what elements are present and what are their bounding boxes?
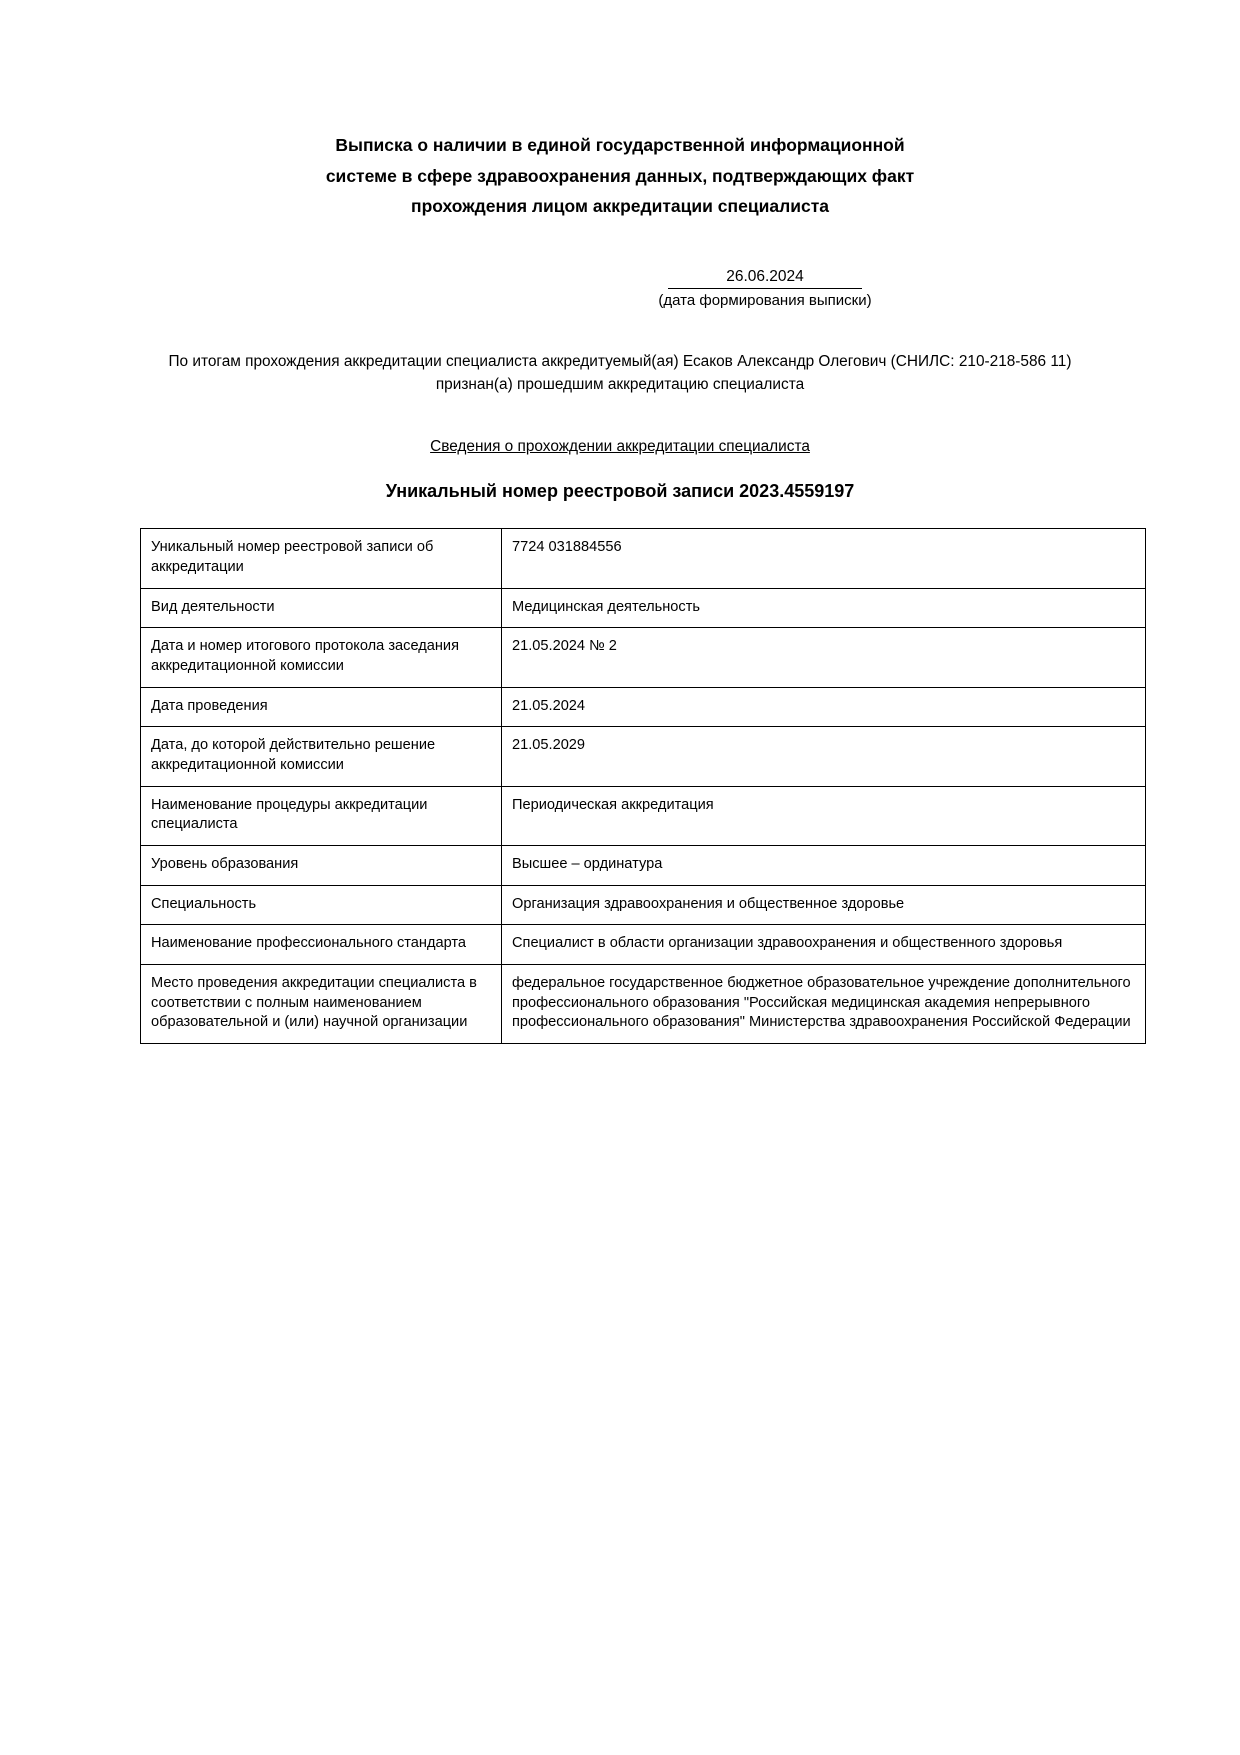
- table-row: [141, 965, 1146, 1044]
- row-label: Место проведения аккредитации специалиста в соответствии с полным наименованием образовательной и (или) научной организации: [141, 965, 502, 1044]
- table-row: [141, 687, 1146, 727]
- row-value: Специалист в области организации здравоохранения и общественного здоровья: [502, 925, 1146, 965]
- row-value: Периодическая аккредитация: [502, 786, 1146, 845]
- table-row: [141, 925, 1146, 965]
- formation-date-caption: (дата формирования выписки): [658, 292, 872, 310]
- intro-paragraph: [140, 351, 1100, 396]
- row-value: 7724 031884556: [502, 529, 1146, 588]
- row-label: Дата проведения: [141, 687, 502, 727]
- section-heading-text: Сведения о прохождении аккредитации специалиста: [430, 438, 810, 456]
- row-value: Высшее – ординатура: [502, 846, 1146, 886]
- section-heading: [140, 438, 1100, 456]
- table-row: [141, 529, 1146, 588]
- date-block: [140, 268, 1100, 310]
- table-row: [141, 786, 1146, 845]
- row-label: Наименование профессионального стандарта: [141, 925, 502, 965]
- row-label: Специальность: [141, 885, 502, 925]
- page-title-line-2: системе в сфере здравоохранения данных, подтверждающих факт: [325, 165, 915, 186]
- row-value: Организация здравоохранения и общественное здоровье: [502, 885, 1146, 925]
- table-row: [141, 885, 1146, 925]
- row-value: 21.05.2029: [502, 727, 1146, 786]
- row-value: 21.05.2024 № 2: [502, 628, 1146, 687]
- table-row: [141, 846, 1146, 886]
- table-row: [141, 588, 1146, 628]
- page-title: [300, 130, 940, 222]
- accreditation-details-table: [140, 528, 1146, 1044]
- row-value: 21.05.2024: [502, 687, 1146, 727]
- table-row: [141, 628, 1146, 687]
- row-value: Медицинская деятельность: [502, 588, 1146, 628]
- intro-line-1: По итогам прохождения аккредитации специалиста аккредитуемый(ая) Есаков Александр Олегович (СНИЛС: 210-218-586 11): [168, 353, 1072, 371]
- table-row: [141, 727, 1146, 786]
- page-title-line-3: прохождения лицом аккредитации специалиста: [411, 196, 829, 217]
- intro-line-2: признан(а) прошедшим аккредитацию специалиста: [435, 375, 805, 393]
- page-title-line-1: Выписка о наличии в единой государственной информационной: [335, 135, 905, 155]
- record-number-heading: Уникальный номер реестровой записи 2023.4559197: [385, 481, 855, 502]
- row-label: Дата и номер итогового протокола заседания аккредитационной комиссии: [141, 628, 502, 687]
- row-value: федеральное государственное бюджетное образовательное учреждение дополнительного профессионального образования "Российская медицинская академия непрерывного профессионального образования" Министерства здравоохранения Российской Федерации: [502, 965, 1146, 1044]
- row-label: Дата, до которой действительно решение аккредитационной комиссии: [141, 727, 502, 786]
- row-label: Уровень образования: [141, 846, 502, 886]
- row-label: Уникальный номер реестровой записи об аккредитации: [141, 529, 502, 588]
- formation-date-value: 26.06.2024: [668, 268, 862, 290]
- row-label: Вид деятельности: [141, 588, 502, 628]
- row-label: Наименование процедуры аккредитации специалиста: [141, 786, 502, 845]
